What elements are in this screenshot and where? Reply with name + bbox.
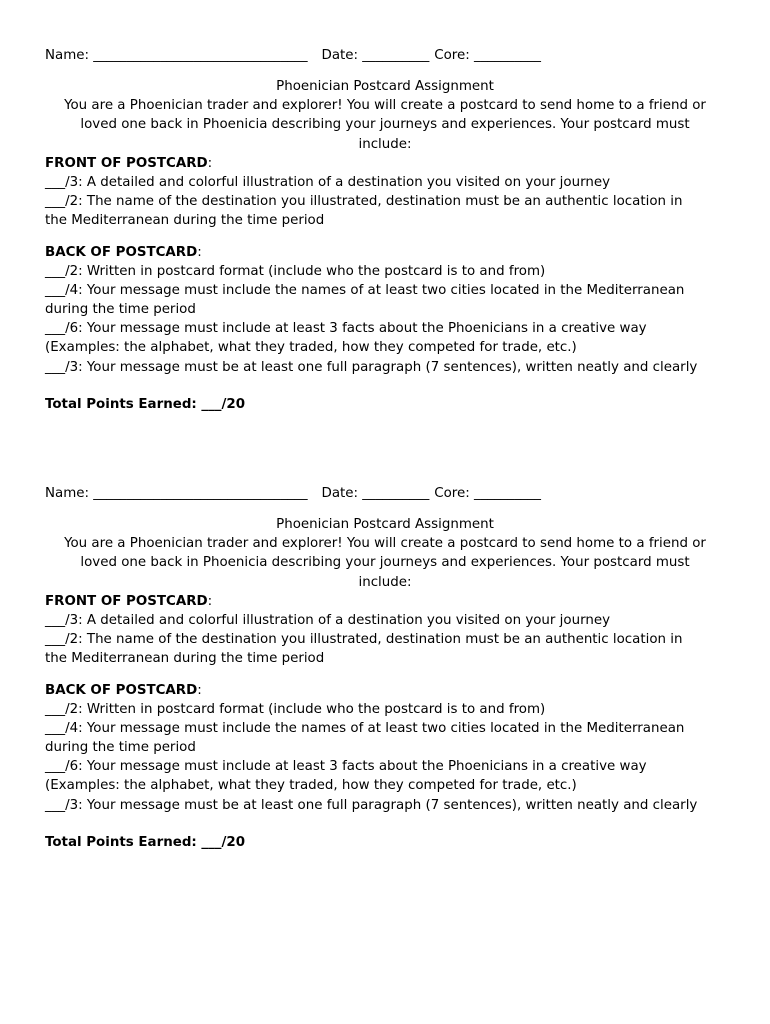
intro-line: You are a Phoenician trader and explorer! You will create a postcard to send home to a friend or [64,536,706,552]
back-heading [45,243,725,262]
requirement-line: during the time period [45,740,196,756]
requirement-line: ___/3: A detailed and colorful illustration of a destination you visited on your journey [45,174,611,190]
header-row [45,45,725,66]
requirement-line: ___/3: A detailed and colorful illustration of a destination you visited on your journey [45,612,611,628]
front-heading [45,154,725,173]
intro-paragraph [45,534,725,592]
requirement-line: ___/3: Your message must be at least one full paragraph (7 sentences), written neatly and clearly [45,797,698,813]
assignment-copy-2 [45,483,725,852]
front-heading-colon: : [207,593,213,609]
requirement-line: (Examples: the alphabet, what they traded, how they competed for trade, etc.) [45,340,577,356]
front-heading-text: FRONT OF POSTCARD [45,155,208,171]
back-requirements [45,700,725,815]
requirement-line: during the time period [45,302,196,318]
requirement-line: ___/2: The name of the destination you illustrated, destination must be an authentic location in [45,194,683,210]
intro-paragraph [45,96,725,154]
core-field: Core: __________ [434,486,541,501]
back-heading [45,681,725,700]
requirement-line: ___/2: Written in postcard format (include who the postcard is to and from) [45,263,546,279]
intro-line: You are a Phoenician trader and explorer! You will create a postcard to send home to a friend or [64,98,706,114]
requirement-line: ___/4: Your message must include the names of at least two cities located in the Mediterranean [45,720,685,736]
back-heading-colon: : [197,244,202,260]
front-heading-text: FRONT OF POSTCARD [45,593,208,609]
requirement-line: ___/6: Your message must include at least 3 facts about the Phoenicians in a creative way [45,759,647,775]
requirement-line: the Mediterranean during the time period [45,651,325,667]
date-field: Date: __________ [321,486,430,501]
intro-line: include: [358,136,412,152]
header-row [45,483,725,504]
requirement-line: the Mediterranean during the time period [45,213,325,229]
assignment-copy-1 [45,45,725,414]
name-field: Name: ________________________________ [45,48,308,63]
name-field: Name: ________________________________ [45,486,308,501]
total-points: Total Points Earned: ___/20 [45,834,246,850]
requirement-line: ___/3: Your message must be at least one full paragraph (7 sentences), written neatly and clearly [45,359,698,375]
front-requirements [45,611,725,669]
assignment-title: Phoenician Postcard Assignment [276,79,494,94]
requirement-line: ___/6: Your message must include at least 3 facts about the Phoenicians in a creative way [45,321,647,337]
assignment-title: Phoenician Postcard Assignment [276,517,494,532]
back-requirements [45,262,725,377]
date-field: Date: __________ [321,48,430,63]
total-points: Total Points Earned: ___/20 [45,396,246,412]
back-heading-text: BACK OF POSTCARD [45,682,198,698]
intro-line: loved one back in Phoenicia describing your journeys and experiences. Your postcard must [80,117,690,133]
requirement-line: ___/2: The name of the destination you illustrated, destination must be an authentic location in [45,632,683,648]
intro-line: include: [358,574,412,590]
requirement-line: (Examples: the alphabet, what they traded, how they competed for trade, etc.) [45,778,577,794]
front-requirements [45,173,725,231]
back-heading-colon: : [197,682,202,698]
back-heading-text: BACK OF POSTCARD [45,244,198,260]
front-heading [45,592,725,611]
intro-line: loved one back in Phoenicia describing your journeys and experiences. Your postcard must [80,555,690,571]
core-field: Core: __________ [434,48,541,63]
requirement-line: ___/2: Written in postcard format (include who the postcard is to and from) [45,701,546,717]
front-heading-colon: : [207,155,213,171]
requirement-line: ___/4: Your message must include the names of at least two cities located in the Mediterranean [45,282,685,298]
